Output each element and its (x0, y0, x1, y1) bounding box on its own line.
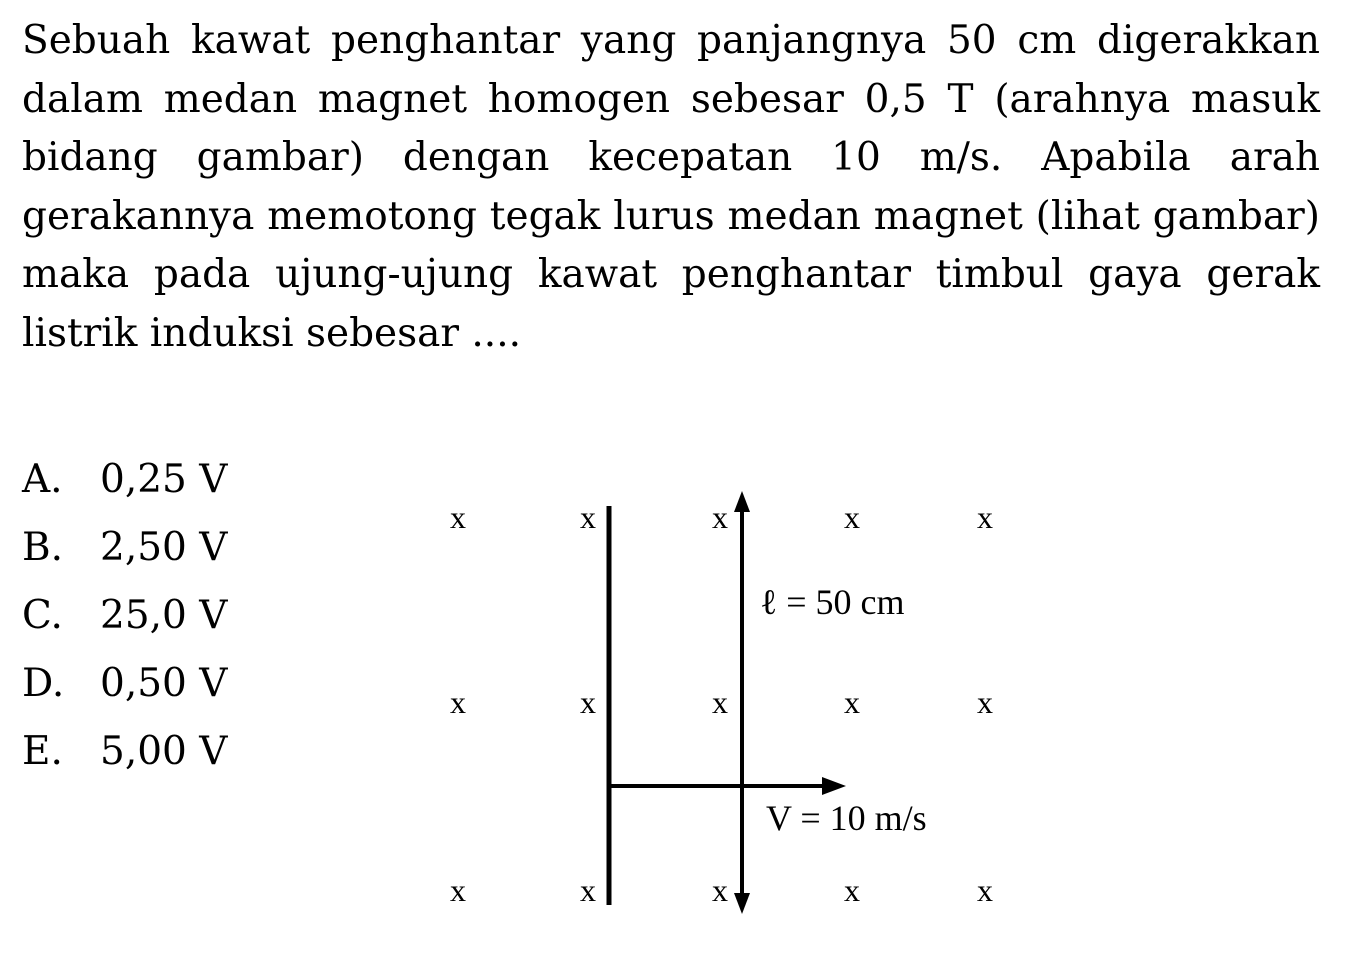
field-x-marker: x (580, 872, 596, 908)
field-x-marker: x (580, 499, 596, 535)
option-value: 5,00 V (100, 729, 228, 774)
field-x-marker: x (844, 872, 860, 908)
arrow-right-icon (822, 777, 846, 795)
question-text: Sebuah kawat penghantar yang panjangnya 50 cm digerakkan dalam medan magnet homogen sebesar 0,5 T (arahnya masuk bidang gambar) dengan kecepatan 10 m/s. Apabila arah gerakannya memotong tegak lurus medan magnet (lihat gambar) maka pada ujung-ujung kawat penghantar timbul gaya gerak listrik induksi sebesar .... (22, 18, 1320, 356)
field-x-marker: x (450, 872, 466, 908)
arrowhead-up-icon (734, 491, 750, 512)
field-x-marker: x (977, 499, 993, 535)
field-x-marker: x (450, 684, 466, 720)
field-x-marker: x (977, 684, 993, 720)
field-x-marker: x (844, 499, 860, 535)
option-value: 25,0 V (100, 593, 228, 638)
field-x-marker: x (580, 684, 596, 720)
option-value: 0,50 V (100, 661, 228, 706)
option-letter: E. (22, 729, 63, 774)
conductor-wire (734, 491, 750, 914)
option-value: 0,25 V (100, 457, 228, 502)
field-markers (450, 499, 993, 908)
option-letter: B. (22, 525, 64, 570)
length-label: ℓ = 50 cm (760, 582, 905, 622)
option-letter: C. (22, 593, 63, 638)
field-x-marker: x (712, 684, 728, 720)
field-x-marker: x (977, 872, 993, 908)
velocity-arrow (609, 777, 846, 795)
arrowhead-down-icon (734, 893, 750, 914)
option-letter: D. (22, 661, 65, 706)
option-letter: A. (22, 457, 63, 502)
option-value: 2,50 V (100, 525, 228, 570)
velocity-label: V = 10 m/s (766, 798, 927, 838)
field-x-marker: x (712, 872, 728, 908)
field-x-marker: x (712, 499, 728, 535)
field-x-marker: x (450, 499, 466, 535)
field-x-marker: x (844, 684, 860, 720)
